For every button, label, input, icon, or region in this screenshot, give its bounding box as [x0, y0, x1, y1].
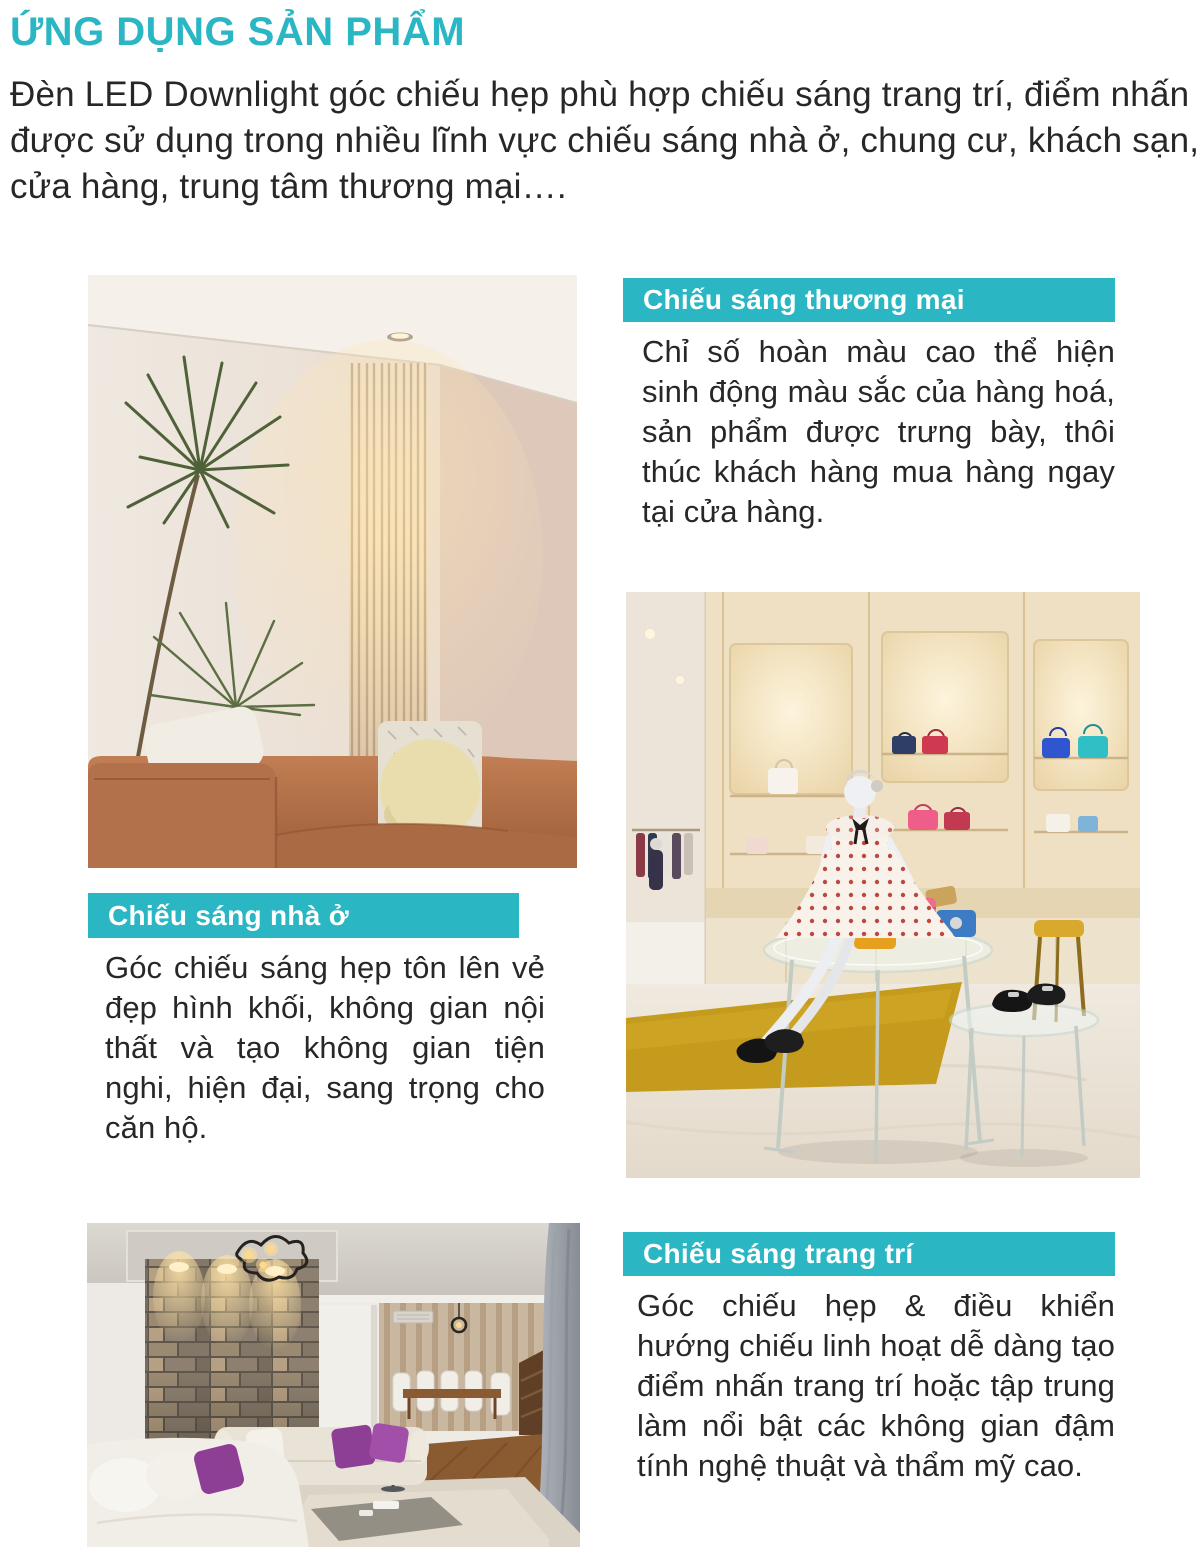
residential-photo — [88, 275, 577, 868]
intro-paragraph — [10, 72, 1200, 210]
backlit-display-wall — [706, 592, 1140, 926]
page-title: ỨNG DỤNG SẢN PHẨM — [10, 10, 466, 54]
intro-line-1: Đèn LED Downlight góc chiếu hẹp phù hợp chiếu sáng trang trí, điểm nhấn — [10, 75, 1190, 114]
commercial-photo — [626, 592, 1140, 1178]
ac-vent-icon — [393, 1311, 433, 1323]
section-header-residential: Chiếu sáng nhà ở — [88, 893, 519, 938]
section-body-decorative: Góc chiếu hẹp & điều khiển hướng chiếu linh hoạt dễ dàng tạo điểm nhấn trang trí hoặc tập trung làm nổi bật các không gian đậm tính nghệ thuật và thẩm mỹ cao. — [637, 1288, 1115, 1483]
recessed-downlight-icon — [387, 333, 413, 342]
white-sofa-front — [87, 1438, 309, 1547]
section-body-commercial: Chỉ số hoàn màu cao thể hiện sinh động màu sắc của hàng hoá, sản phẩm được trưng bày, thôi thúc khách hàng mua hàng ngay tại cửa hàng. — [642, 334, 1115, 529]
section-header-decorative: Chiếu sáng trang trí — [623, 1232, 1115, 1276]
intro-line-2: được sử dụng trong nhiều lĩnh vực chiếu sáng nhà ở, chung cư, khách sạn, — [10, 121, 1200, 160]
stone-wall-illustration — [87, 1223, 580, 1547]
section-header-commercial: Chiếu sáng thương mại — [623, 278, 1115, 322]
section-body-residential: Góc chiếu sáng hẹp tôn lên vẻ đẹp hình khối, không gian nội thất và tạo không gian tiện nghi, hiện đại, sang trọng cho căn hộ. — [105, 950, 545, 1145]
decorative-photo — [87, 1223, 580, 1547]
living-room-illustration — [88, 275, 577, 868]
store-illustration — [626, 592, 1140, 1178]
intro-line-3: cửa hàng, trung tâm thương mại…. — [10, 167, 567, 206]
